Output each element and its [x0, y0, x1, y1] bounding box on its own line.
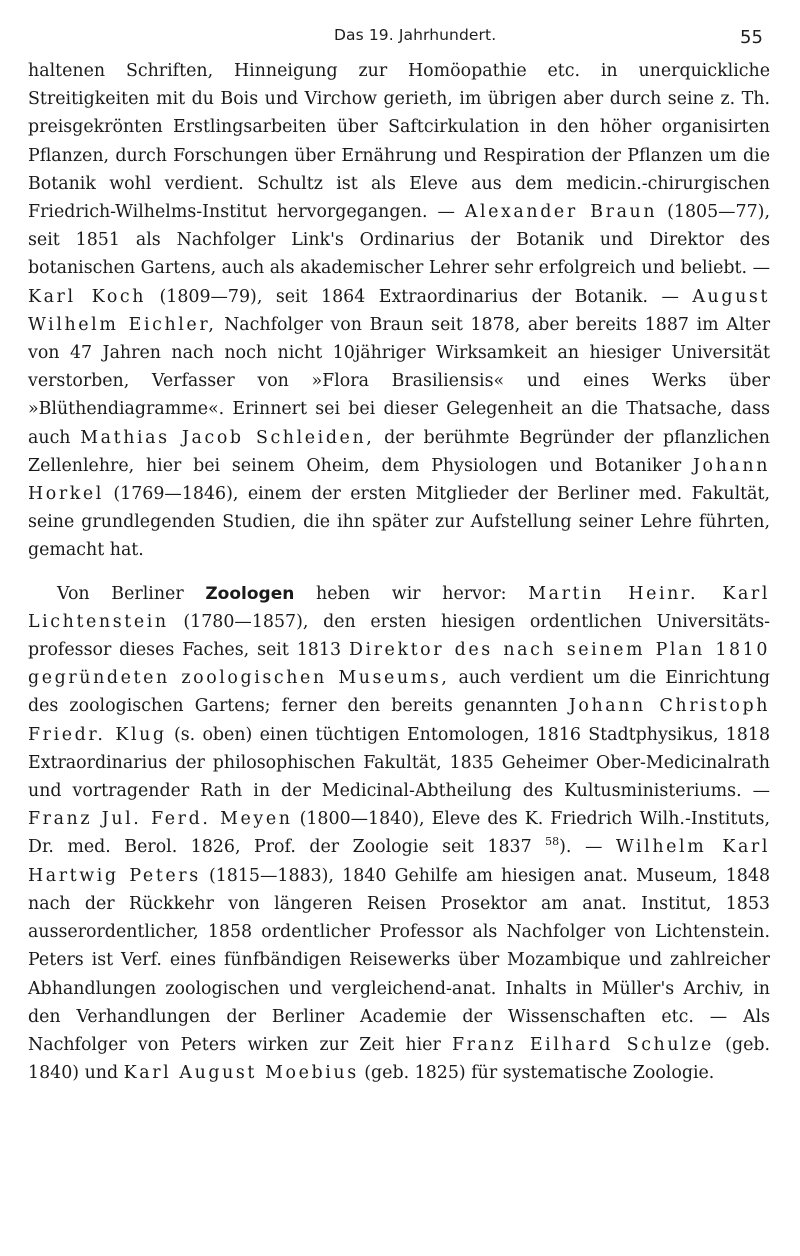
text-segment: ). — [559, 837, 603, 858]
person-name: August Wilhelm Eichler, [28, 286, 770, 335]
running-head: Das 19. Jahrhundert. [334, 26, 497, 44]
person-name: Alexander Braun [464, 202, 658, 223]
text-segment: (s. oben) einen tüchtigen Entomologen, 1816 Stadtphysikus, 1818 Extraordinarius der philosophischen Fakultät, 1835 Geheimer Ober-Medicinalrath und vortragender Rath in der Medicinal-Abtheilung des Kultusministeriums. — [28, 724, 771, 802]
text-segment: (1769—1846), einem der ersten Mitglieder der Berliner med. Fakultät, seine grundlegenden Studien, die ihn später zur Aufstellung seiner Lehre führten, gemacht hat. [28, 484, 771, 561]
text-segment: (geb. 1840) und [28, 1034, 771, 1084]
text-segment: Nachfolger von Braun seit 1878, aber bereits 1887 im Alter von 47 Jahren nach noch nicht 10jähriger Wirksamkeit an hiesiger Universität verstorben, Verfasser von »Flora Brasiliensis« und eines Werks über »Blüthendiagramme«. Erinnert sei bei dieser Gelegenheit an die Thatsache, dass auch [28, 314, 771, 448]
text-segment: Von Berliner [57, 583, 184, 604]
text-segment: (1815—1883), 1840 Gehilfe am hiesigen anat. Museum, 1848 nach der Rückkehr von längeren Reisen Prosektor am anat. Institut, 1853 ausserordentlicher, 1858 ordentlicher Professor als Nachfolger von Lichtenstein. Peters ist Verf. eines fünfbändigen Reisewerks über Mozambique und zahlreicher Abhandlungen zoologischen und vergleichend-anat. Inhalts in Müller's Archiv, in den Verhandlungen der Berliner Academie der Wissenschaften etc. — Als Nachfolger von Peters wirken zur Zeit hier [28, 865, 771, 1055]
text-segment: (1805—77), seit 1851 als Nachfolger Link's Ordinarius der Botanik und Direktor des botanischen Gartens, auch als akademischer Lehrer sehr erfolgreich und beliebt. — [28, 202, 770, 279]
text-segment: (geb. 1825) für systematische Zoologie. [364, 1063, 715, 1084]
section-keyword: Zoologen [205, 583, 295, 604]
text-segment: haltenen Schriften, Hinneigung zur Homöopathie etc. in unerquickliche Streitigkeiten mit du Bois und Virchow gerieth, im übrigen aber durch seine z. Th. preisgekrönten Erstlingsarbeiten über Saftcirkulation in den höher organisirten Pflanzen, durch Forschungen über Ernährung und Respiration der Pflanzen um die Botanik wohl verdient. Schultz ist als Eleve aus dem medicin.-chirurgischen Friedrich-Wilhelms-Institut hervorgegangen. — [28, 61, 770, 223]
paragraph-zoology [28, 580, 770, 1088]
person-name: Franz Jul. Ferd. Meyen [28, 809, 293, 830]
body-text [28, 57, 770, 1087]
text-segment: (1780—1857), den ersten hiesigen ordentlichen Universitäts-professor dieses Faches, seit 1813 [28, 611, 770, 661]
person-name: Wilhelm Karl Hartwig Peters [28, 837, 771, 886]
emphasized-phrase: Direktor des nach seinem Plan 1810 gegründeten zoologischen Museums, [28, 640, 771, 689]
text-segment: auch verdient um die Einrichtung des zoologischen Gartens; ferner den bereits genannten [28, 668, 770, 717]
person-name: Franz Eilhard Schulze [451, 1034, 714, 1055]
footnote-marker: 58 [545, 835, 560, 849]
person-name: Mathias Jacob Schleiden, [80, 427, 375, 448]
page-header [0, 26, 800, 50]
page-number: 55 [740, 27, 763, 48]
person-name: Karl Koch [28, 286, 147, 307]
person-name: Johann Christoph Friedr. Klug [28, 696, 771, 745]
text-segment: der berühmte Begründer der pflanzlichen Zellenlehre, hier bei seinem Oheim, dem Physiologen und Botaniker [28, 427, 771, 476]
text-segment: heben wir hervor: [316, 583, 507, 604]
person-name: Johann Horkel [28, 455, 770, 505]
person-name: Martin Heinr. Karl Lichtenstein [28, 583, 771, 632]
paragraph-botany [28, 57, 770, 565]
person-name: Karl August Moebius [123, 1063, 359, 1084]
text-segment: (1800—1840), Eleve des K. Friedrich Wilh.-Instituts, Dr. med. Berol. 1826, Prof. der Zoologie seit 1837 [28, 809, 771, 858]
text-segment: (1809—79), seit 1864 Extraordinarius der Botanik. — [159, 286, 679, 307]
